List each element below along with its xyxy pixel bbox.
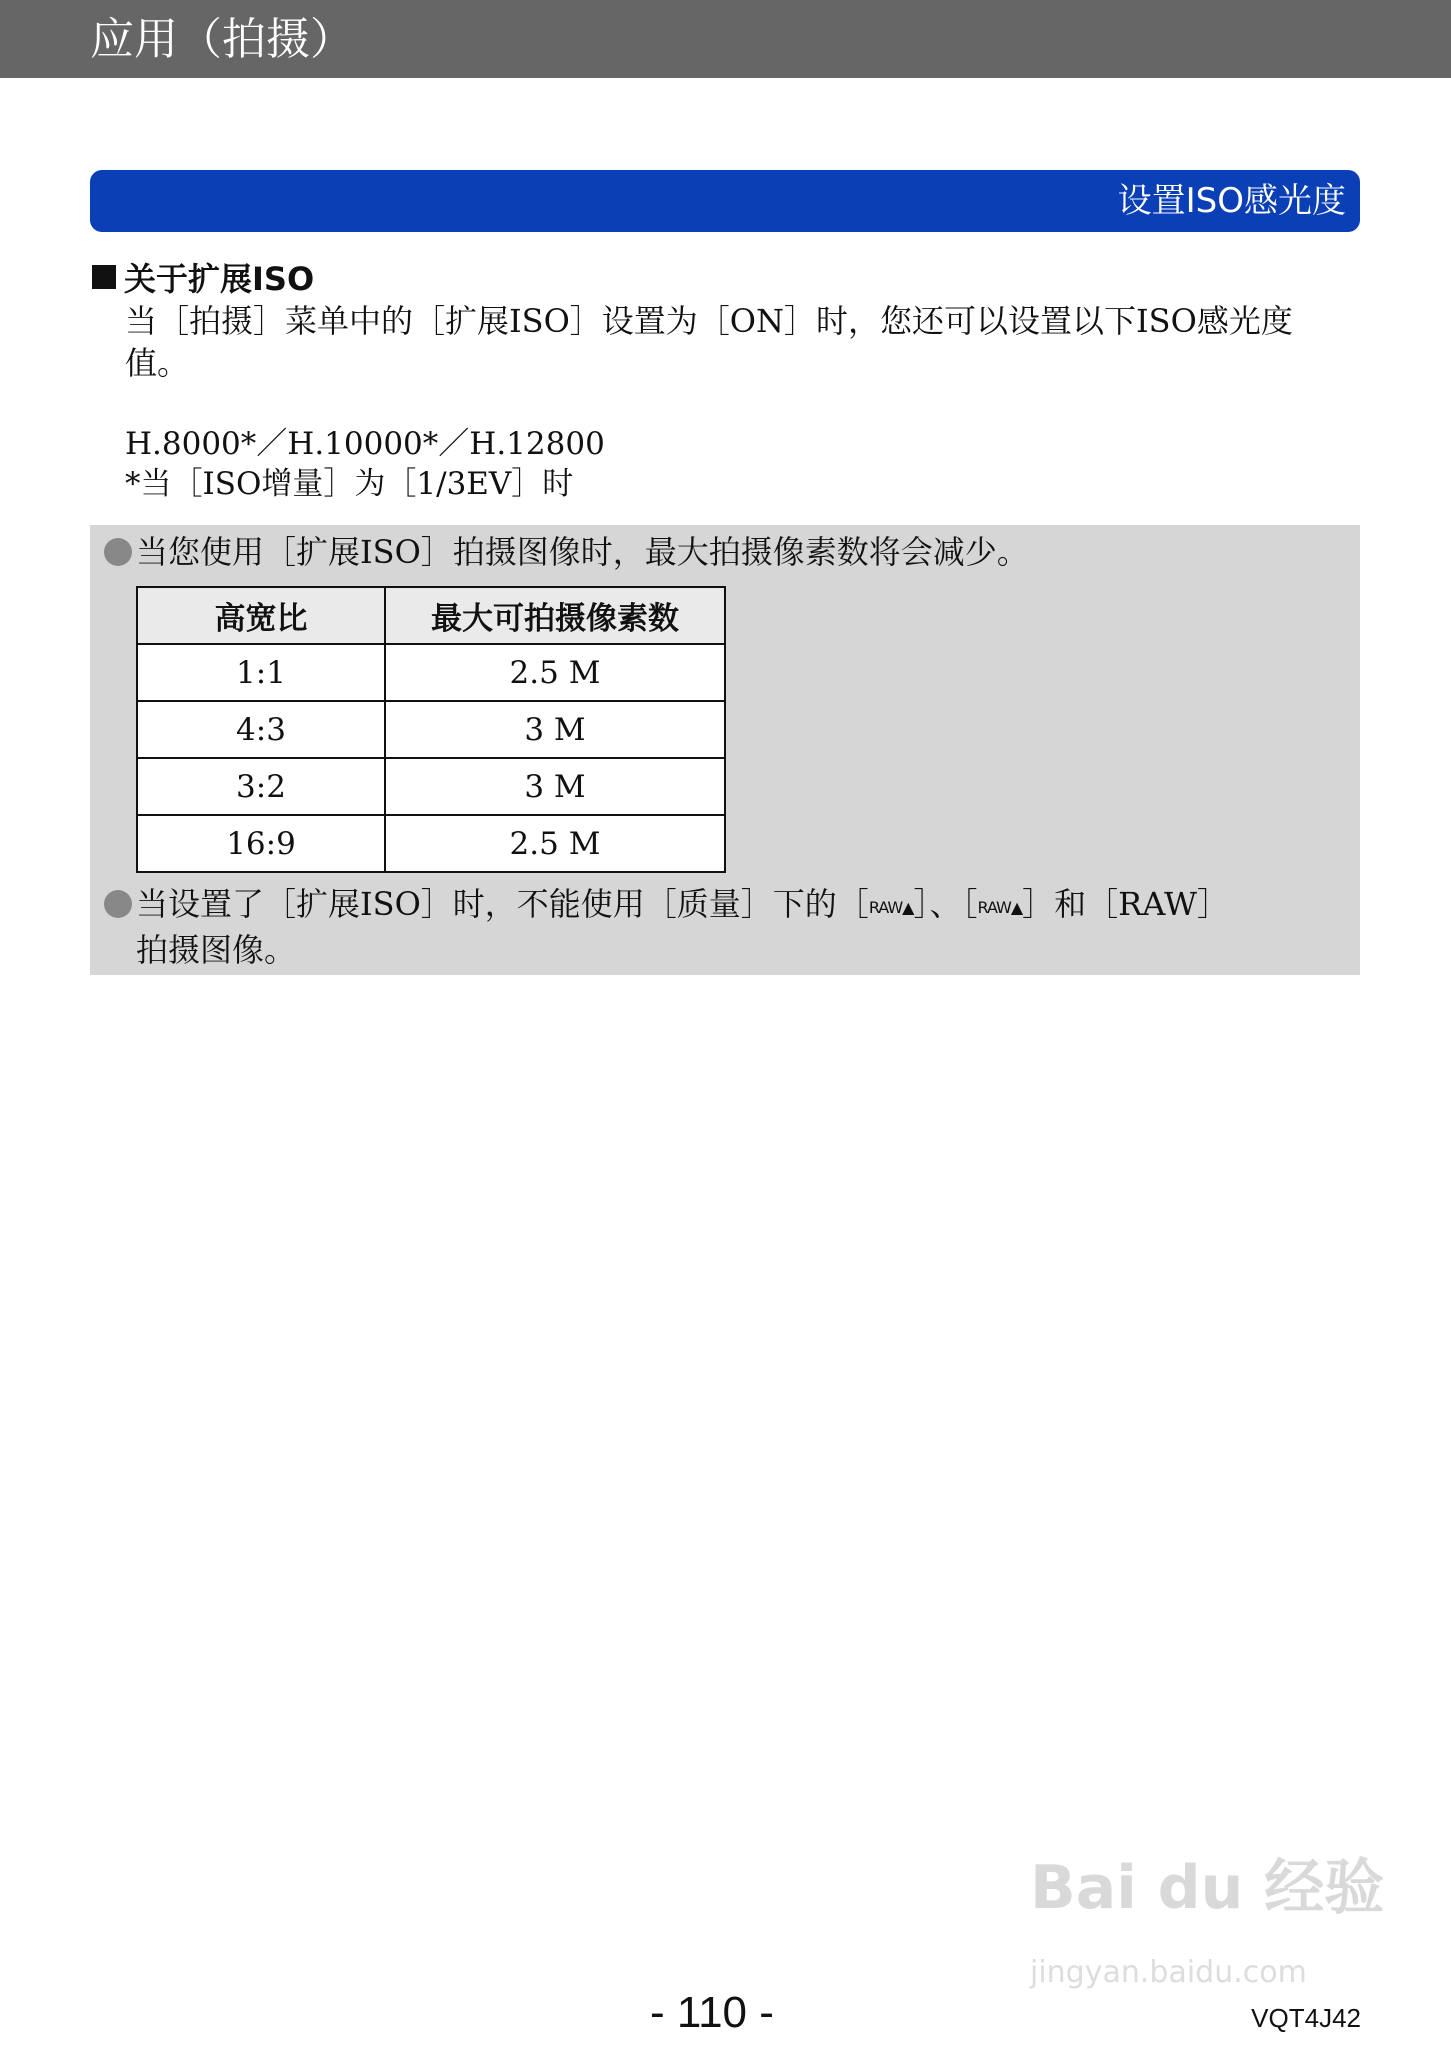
note-text: ］、［ (913, 885, 978, 923)
iso-values: H.8000*／H.10000*／H.12800 (125, 426, 605, 462)
note-text: 当设置了［扩展ISO］时，不能使用［质量］下的［ (136, 885, 869, 923)
baidu-watermark-logo: Bai du 经验 (1030, 1853, 1385, 1923)
table-row (137, 758, 725, 815)
page-number: - 110 - (650, 1988, 774, 2037)
bullet-dot-icon (104, 890, 132, 918)
table-cell: 1:1 (137, 644, 385, 701)
heading-text: 关于扩展ISO (124, 260, 315, 298)
raw-fine-icon: RAW▲ (868, 898, 914, 917)
table-cell: 16:9 (137, 815, 385, 872)
table-row (137, 701, 725, 758)
notes-box (90, 525, 1360, 975)
note-item (104, 531, 1029, 573)
top-header-bar (0, 0, 1451, 78)
raw-standard-icon: RAW▲ (977, 898, 1023, 917)
table-cell: 3 M (385, 758, 725, 815)
subsection-heading (92, 258, 314, 300)
column-header: 最大可拍摄像素数 (385, 587, 725, 644)
note-item (104, 883, 1334, 971)
table-cell: 3 M (385, 701, 725, 758)
table-cell: 2.5 M (385, 644, 725, 701)
intro-paragraph: 当［拍摄］菜单中的［扩展ISO］设置为［ON］时，您还可以设置以下ISO感光度值。 (125, 302, 1293, 382)
bullet-dot-icon (104, 538, 132, 566)
section-banner (90, 170, 1360, 232)
column-header: 高宽比 (137, 587, 385, 644)
note-text: 当您使用［扩展ISO］拍摄图像时，最大拍摄像素数将会减少。 (136, 533, 1029, 571)
resolution-table (136, 586, 726, 873)
baidu-watermark-url: jingyan.baidu.com (1030, 1955, 1307, 1990)
note-continuation: 拍摄图像。 (136, 931, 297, 969)
table-row (137, 644, 725, 701)
table-row (137, 815, 725, 872)
iso-footnote: *当［ISO增量］为［1/3EV］时 (125, 466, 574, 502)
table-cell: 3:2 (137, 758, 385, 815)
chapter-title: 应用（拍摄） (90, 14, 354, 65)
document-code: VQT4J42 (1251, 2003, 1361, 2033)
section-title: 设置ISO感光度 (1117, 181, 1346, 221)
table-cell: 2.5 M (385, 815, 725, 872)
table-cell: 4:3 (137, 701, 385, 758)
square-bullet-icon (92, 265, 116, 289)
table-header-row (137, 587, 725, 644)
note-text: ］和［RAW］ (1022, 885, 1229, 923)
